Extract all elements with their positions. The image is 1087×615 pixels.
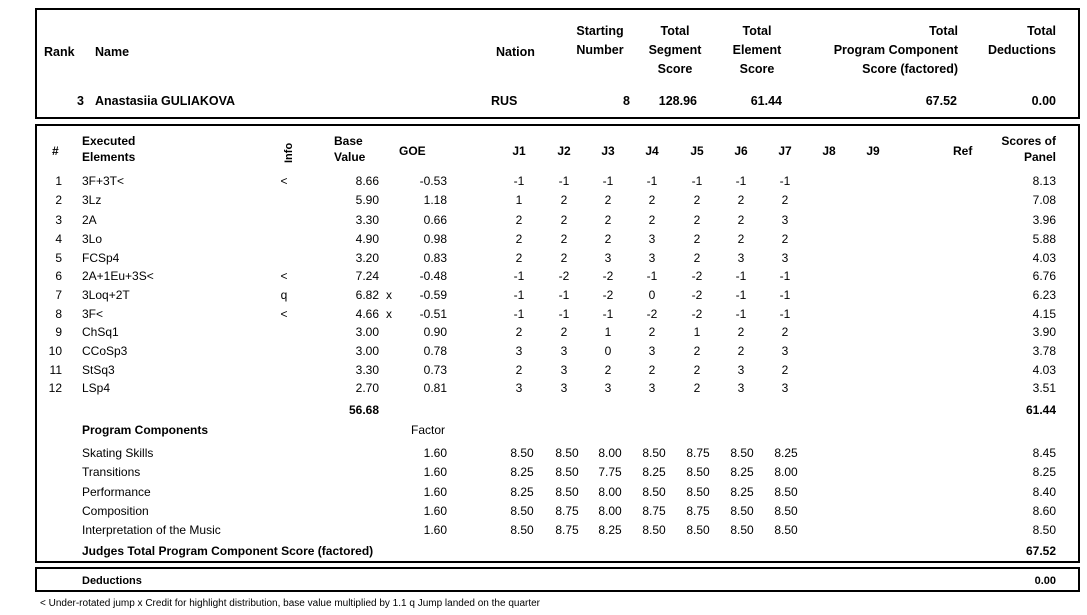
element-judge-4: 3	[648, 381, 656, 395]
judge-header-4: J4	[645, 144, 659, 158]
element-judge-6: 2	[737, 193, 745, 207]
element-num: 4	[55, 232, 62, 246]
element-goe: 0.66	[423, 213, 447, 227]
skater-total-element-score: 61.44	[750, 94, 782, 108]
element-judge-6: 2	[737, 213, 745, 227]
element-num: 1	[55, 174, 62, 188]
col-ref: Ref	[953, 144, 973, 158]
element-judge-7: -1	[779, 307, 791, 321]
element-judge-7: -1	[779, 269, 791, 283]
element-judge-4: 2	[648, 363, 656, 377]
element-judge-1: 1	[515, 193, 523, 207]
component-name: Transitions	[82, 465, 141, 479]
element-judge-4: 0	[648, 288, 656, 302]
element-judge-1: 2	[515, 251, 523, 265]
element-panel-score: 7.08	[1032, 193, 1056, 207]
element-judge-4: -2	[646, 307, 658, 321]
element-judge-3: 2	[604, 363, 612, 377]
col-num: #	[52, 144, 59, 158]
element-name: 3Lo	[82, 232, 103, 246]
component-judge-1: 8.25	[510, 465, 534, 479]
element-base-value: 3.30	[355, 363, 379, 377]
element-judge-2: 3	[560, 344, 568, 358]
element-judge-1: 3	[515, 344, 523, 358]
element-judge-5: 2	[693, 363, 701, 377]
element-judge-5: -1	[691, 174, 703, 188]
judge-header-8: J8	[822, 144, 836, 158]
element-judge-5: -2	[691, 307, 703, 321]
component-judge-5: 8.50	[686, 485, 710, 499]
element-judge-4: 3	[648, 344, 656, 358]
element-judge-2: 2	[560, 325, 568, 339]
element-name: StSq3	[82, 363, 115, 377]
element-judge-7: 2	[781, 193, 789, 207]
component-judge-6: 8.50	[730, 523, 754, 537]
component-judge-6: 8.25	[730, 485, 754, 499]
element-base-value: 6.82	[355, 288, 379, 302]
starting-number-label: Starting Number	[576, 24, 624, 57]
element-judge-6: 2	[737, 325, 745, 339]
element-base-value: 8.66	[355, 174, 379, 188]
element-info: <	[280, 174, 288, 188]
name-label: Name	[95, 45, 130, 59]
element-name: 2A+1Eu+3S<	[82, 269, 154, 283]
factor-label: Factor	[411, 423, 446, 437]
element-judge-6: 3	[737, 381, 745, 395]
element-judge-2: -1	[558, 288, 570, 302]
component-judge-7: 8.50	[774, 485, 798, 499]
element-goe: 0.83	[423, 251, 447, 265]
element-name: CCoSp3	[82, 344, 128, 358]
element-goe: 0.73	[423, 363, 447, 377]
component-panel-score: 8.25	[1032, 465, 1056, 479]
component-factor: 1.60	[423, 485, 447, 499]
element-judge-7: 2	[781, 325, 789, 339]
pcs-total: 67.52	[1025, 544, 1056, 558]
element-judge-5: 2	[693, 344, 701, 358]
component-judge-2: 8.50	[555, 465, 579, 479]
element-judge-5: 2	[693, 232, 701, 246]
element-name: 3Loq+2T	[82, 288, 130, 302]
element-judge-3: -1	[602, 307, 614, 321]
element-goe: 0.90	[423, 325, 447, 339]
col-base-value: Base Value	[334, 134, 366, 164]
element-judge-1: -1	[513, 288, 525, 302]
pcs-total-label: Judges Total Program Component Score (factored)	[82, 544, 374, 558]
element-info: <	[280, 307, 288, 321]
judge-header-3: J3	[601, 144, 615, 158]
component-judge-3: 8.00	[598, 485, 622, 499]
judge-header-9: J9	[866, 144, 880, 158]
judge-header-6: J6	[734, 144, 748, 158]
element-judge-1: -1	[513, 269, 525, 283]
element-judge-7: 3	[781, 213, 789, 227]
element-base-value: 3.00	[355, 344, 379, 358]
skater-total-segment-score: 128.96	[658, 94, 697, 108]
judge-header-2: J2	[557, 144, 571, 158]
element-judge-1: 2	[515, 213, 523, 227]
element-panel-score: 4.03	[1032, 251, 1056, 265]
component-judge-2: 8.50	[555, 485, 579, 499]
component-name: Interpretation of the Music	[82, 523, 221, 537]
judge-header-1: J1	[512, 144, 526, 158]
element-judge-2: 2	[560, 213, 568, 227]
element-judge-6: -1	[735, 174, 747, 188]
component-panel-score: 8.40	[1032, 485, 1056, 499]
component-judge-5: 8.75	[686, 504, 710, 518]
element-judge-5: 1	[693, 325, 701, 339]
element-judge-2: -2	[558, 269, 570, 283]
element-judge-5: -2	[691, 269, 703, 283]
element-judge-6: -1	[735, 269, 747, 283]
tes-label: Total Element Score	[732, 24, 782, 76]
component-judge-3: 7.75	[598, 465, 622, 479]
element-judge-7: -1	[779, 174, 791, 188]
element-judge-4: 2	[648, 325, 656, 339]
component-judge-7: 8.25	[774, 446, 798, 460]
component-judge-3: 8.00	[598, 504, 622, 518]
component-judge-4: 8.25	[642, 465, 666, 479]
element-panel-score: 6.23	[1032, 288, 1056, 302]
component-judge-1: 8.50	[510, 446, 534, 460]
element-judge-7: 3	[781, 344, 789, 358]
element-judge-3: -2	[602, 269, 614, 283]
element-num: 7	[55, 288, 62, 302]
component-judge-5: 8.50	[686, 465, 710, 479]
element-judge-2: 3	[560, 381, 568, 395]
element-judge-7: 3	[781, 251, 789, 265]
component-name: Composition	[82, 504, 149, 518]
element-name: 2A	[82, 213, 97, 227]
judge-header-7: J7	[778, 144, 792, 158]
element-info: <	[280, 269, 288, 283]
element-panel-score: 3.78	[1032, 344, 1056, 358]
element-num: 2	[55, 193, 62, 207]
component-judge-5: 8.75	[686, 446, 710, 460]
component-panel-score: 8.45	[1032, 446, 1056, 460]
skater-total-deductions: 0.00	[1031, 94, 1056, 108]
element-base-value: 4.90	[355, 232, 379, 246]
component-judge-6: 8.50	[730, 504, 754, 518]
footnote-legend: < Under-rotated jump x Credit for highlight distribution, base value multiplied by 1.1 q Jump landed on the quarter	[40, 598, 541, 609]
element-judge-2: 2	[560, 232, 568, 246]
element-judge-3: 2	[604, 232, 612, 246]
element-judge-3: 2	[604, 193, 612, 207]
component-judge-2: 8.50	[555, 446, 579, 460]
element-judge-7: 2	[781, 363, 789, 377]
element-info: q	[280, 288, 288, 302]
element-judge-2: -1	[558, 307, 570, 321]
elements-total: 61.44	[1025, 403, 1056, 417]
element-num: 3	[55, 213, 62, 227]
element-judge-4: -1	[646, 174, 658, 188]
deductions-row-total: 0.00	[1034, 575, 1056, 587]
component-panel-score: 8.60	[1032, 504, 1056, 518]
component-panel-score: 8.50	[1032, 523, 1056, 537]
element-goe: 0.81	[423, 381, 447, 395]
skater-name: Anastasiia GULIAKOVA	[95, 94, 236, 108]
element-judge-4: 3	[648, 251, 656, 265]
component-judge-1: 8.25	[510, 485, 534, 499]
element-base-value: 7.24	[355, 269, 379, 283]
col-scores-of-panel: Scores of Panel	[1001, 134, 1056, 164]
element-name: LSp4	[82, 381, 111, 395]
col-info: Info	[283, 142, 295, 163]
col-executed-elements: Executed Elements	[82, 134, 136, 164]
element-name: 3F+3T<	[82, 174, 125, 188]
element-judge-5: 2	[693, 251, 701, 265]
component-judge-6: 8.50	[730, 446, 754, 460]
skater-starting-number: 8	[623, 94, 630, 108]
element-judge-1: -1	[513, 174, 525, 188]
element-judge-4: 3	[648, 232, 656, 246]
skater-rank: 3	[77, 94, 84, 108]
element-judge-6: 2	[737, 232, 745, 246]
element-judge-2: 3	[560, 363, 568, 377]
element-judge-5: 2	[693, 193, 701, 207]
element-num: 9	[55, 325, 62, 339]
component-name: Skating Skills	[82, 446, 154, 460]
component-judge-2: 8.75	[555, 504, 579, 518]
component-judge-4: 8.50	[642, 485, 666, 499]
element-judge-7: -1	[779, 288, 791, 302]
element-judge-4: 2	[648, 193, 656, 207]
element-judge-7: 3	[781, 381, 789, 395]
element-goe: 0.78	[423, 344, 447, 358]
element-panel-score: 3.90	[1032, 325, 1056, 339]
element-judge-2: 2	[560, 193, 568, 207]
element-goe: -0.48	[419, 269, 447, 283]
component-judge-3: 8.00	[598, 446, 622, 460]
element-panel-score: 3.96	[1032, 213, 1056, 227]
element-judge-3: 0	[604, 344, 612, 358]
component-factor: 1.60	[423, 504, 447, 518]
component-judge-7: 8.50	[774, 504, 798, 518]
element-panel-score: 4.03	[1032, 363, 1056, 377]
element-judge-5: -2	[691, 288, 703, 302]
component-judge-4: 8.75	[642, 504, 666, 518]
component-factor: 1.60	[423, 446, 447, 460]
element-panel-score: 6.76	[1032, 269, 1056, 283]
element-num: 6	[55, 269, 62, 283]
element-panel-score: 4.15	[1032, 307, 1056, 321]
col-goe: GOE	[399, 144, 426, 158]
element-panel-score: 8.13	[1032, 174, 1056, 188]
element-base-value: 4.66	[355, 307, 379, 321]
pcs-label: Total Program Component Score (factored)	[833, 24, 958, 76]
element-base-value: 3.00	[355, 325, 379, 339]
component-judge-4: 8.50	[642, 446, 666, 460]
rank-label: Rank	[44, 45, 75, 59]
element-judge-1: 3	[515, 381, 523, 395]
element-panel-score: 5.88	[1032, 232, 1056, 246]
element-judge-1: 2	[515, 363, 523, 377]
element-judge-6: -1	[735, 307, 747, 321]
element-num: 10	[48, 344, 62, 358]
element-judge-6: 3	[737, 363, 745, 377]
element-name: 3Lz	[82, 193, 102, 207]
element-name: 3F<	[82, 307, 104, 321]
element-judge-6: 3	[737, 251, 745, 265]
element-judge-5: 2	[693, 213, 701, 227]
element-judge-1: 2	[515, 325, 523, 339]
element-judge-2: 2	[560, 251, 568, 265]
element-goe: 1.18	[423, 193, 447, 207]
skater-nation: RUS	[491, 94, 518, 108]
component-judge-3: 8.25	[598, 523, 622, 537]
element-judge-4: 2	[648, 213, 656, 227]
element-base-value: 2.70	[355, 381, 379, 395]
element-goe: -0.51	[419, 307, 447, 321]
component-judge-1: 8.50	[510, 504, 534, 518]
judge-header-5: J5	[690, 144, 704, 158]
element-name: FCSp4	[82, 251, 120, 265]
element-judge-3: -1	[602, 174, 614, 188]
element-judge-3: 3	[604, 381, 612, 395]
deductions-label: Total Deductions	[987, 24, 1056, 57]
element-judge-3: 3	[604, 251, 612, 265]
component-factor: 1.60	[423, 465, 447, 479]
element-judge-3: 2	[604, 213, 612, 227]
element-judge-3: -2	[602, 288, 614, 302]
element-goe: -0.59	[419, 288, 447, 302]
element-num: 8	[55, 307, 62, 321]
element-num: 5	[55, 251, 62, 265]
component-judge-4: 8.50	[642, 523, 666, 537]
deductions-box	[35, 567, 1080, 592]
element-panel-score: 3.51	[1032, 381, 1056, 395]
element-num: 12	[48, 381, 62, 395]
component-judge-1: 8.50	[510, 523, 534, 537]
program-components-label: Program Components	[82, 423, 209, 437]
skater-total-pcs: 67.52	[925, 94, 957, 108]
component-name: Performance	[82, 485, 151, 499]
element-highlight-x: x	[386, 288, 392, 302]
component-judge-7: 8.00	[774, 465, 798, 479]
element-judge-4: -1	[646, 269, 658, 283]
element-base-value: 5.90	[355, 193, 379, 207]
tss-label: Total Segment Score	[648, 24, 702, 76]
component-judge-2: 8.75	[555, 523, 579, 537]
element-judge-1: 2	[515, 232, 523, 246]
element-num: 11	[49, 363, 62, 377]
deductions-row-label: Deductions	[82, 575, 142, 587]
element-judge-1: -1	[513, 307, 525, 321]
component-judge-7: 8.50	[774, 523, 798, 537]
element-goe: 0.98	[423, 232, 447, 246]
element-judge-6: -1	[735, 288, 747, 302]
component-factor: 1.60	[423, 523, 447, 537]
element-highlight-x: x	[386, 307, 392, 321]
element-judge-6: 2	[737, 344, 745, 358]
element-judge-7: 2	[781, 232, 789, 246]
element-base-value: 3.30	[355, 213, 379, 227]
component-judge-6: 8.25	[730, 465, 754, 479]
element-name: ChSq1	[82, 325, 119, 339]
element-base-value: 3.20	[355, 251, 379, 265]
nation-label: Nation	[496, 45, 535, 59]
element-goe: -0.53	[419, 174, 447, 188]
element-judge-3: 1	[604, 325, 612, 339]
base-total: 56.68	[348, 403, 379, 417]
element-judge-2: -1	[558, 174, 570, 188]
element-judge-5: 2	[693, 381, 701, 395]
component-judge-5: 8.50	[686, 523, 710, 537]
